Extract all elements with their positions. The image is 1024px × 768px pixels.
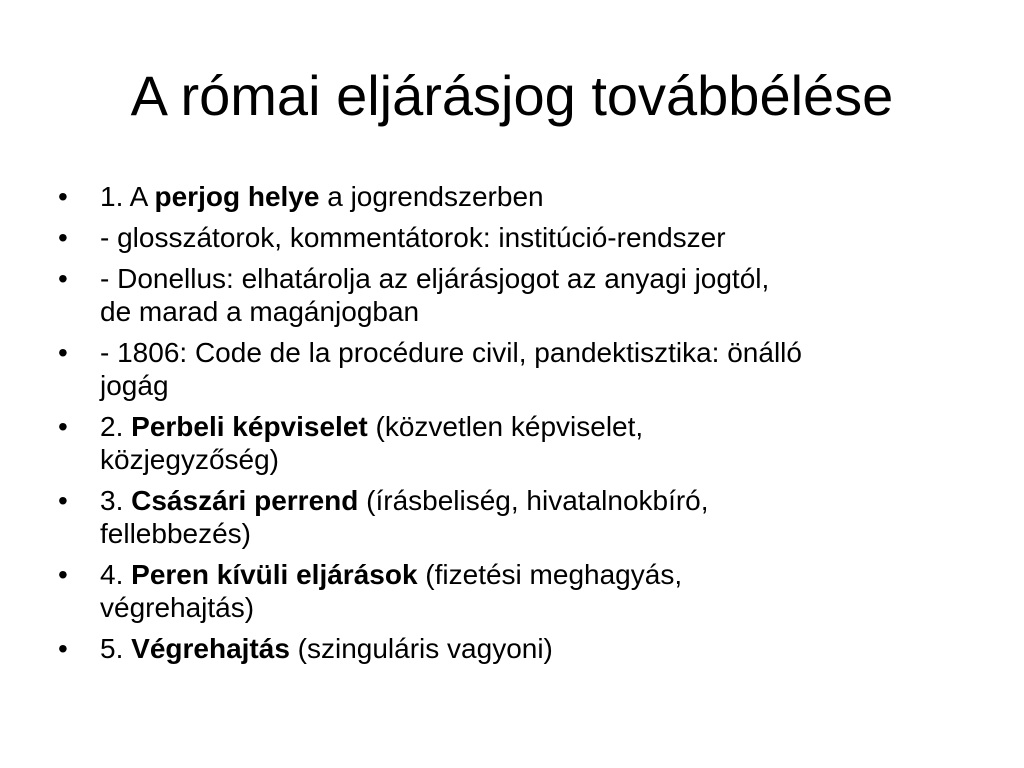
bullet-text-pre: 3. [100, 485, 132, 516]
bullet-dot-icon: • [58, 559, 68, 590]
bullet-dot-icon: • [58, 263, 68, 294]
bullet-text-pre: 1. A [100, 181, 155, 212]
bullet-text-post: (írásbeliség, hivatalnokbíró, [358, 485, 709, 516]
bullet-text-line2: jogág [100, 370, 169, 401]
bullet-item [56, 632, 976, 665]
bullet-dot-icon: • [58, 633, 68, 664]
bullet-text-bold: Perbeli képviselet [131, 411, 368, 442]
bullet-dot-icon: • [58, 222, 68, 253]
bullet-text-pre: - glosszátorok, kommentátorok: institúció-rendszer [100, 222, 726, 253]
bullet-item [56, 558, 976, 624]
bullet-text-line2: fellebbezés) [100, 518, 251, 549]
bullet-dot-icon: • [58, 337, 68, 368]
bullet-text-line2: de marad a magánjogban [100, 296, 420, 327]
bullet-text-pre: 4. [100, 559, 132, 590]
bullet-text-pre: 5. [100, 633, 132, 664]
slide-title: A római eljárásjog továbbélése [130, 64, 894, 127]
bullet-text-line2: közjegyzőség) [100, 444, 279, 475]
bullet-text-post: (közvetlen képviselet, [367, 411, 644, 442]
bullet-text-bold: Peren kívüli eljárások [131, 559, 418, 590]
bullet-dot-icon: • [58, 485, 68, 516]
bullet-list [56, 180, 976, 673]
bullet-dot-icon: • [58, 181, 68, 212]
bullet-dot-icon: • [58, 411, 68, 442]
bullet-text-pre: - Donellus: elhatárolja az eljárásjogot az anyagi jogtól, [100, 263, 770, 294]
bullet-text-post: (szinguláris vagyoni) [289, 633, 553, 664]
bullet-text-pre: - 1806: Code de la procédure civil, pandektisztika: önálló [100, 337, 802, 368]
bullet-item [56, 484, 976, 550]
bullet-item [56, 262, 976, 328]
bullet-text-bold: perjog helye [154, 181, 320, 212]
bullet-text-bold: Végrehajtás [131, 633, 290, 664]
bullet-item [56, 180, 976, 213]
bullet-text-post: (fizetési meghagyás, [417, 559, 683, 590]
bullet-text-line2: végrehajtás) [100, 592, 255, 623]
bullet-item [56, 410, 976, 476]
bullet-text-bold: Császári perrend [131, 485, 359, 516]
bullet-item [56, 336, 976, 402]
bullet-text-post: a jogrendszerben [319, 181, 544, 212]
bullet-item [56, 221, 976, 254]
bullet-text-pre: 2. [100, 411, 132, 442]
